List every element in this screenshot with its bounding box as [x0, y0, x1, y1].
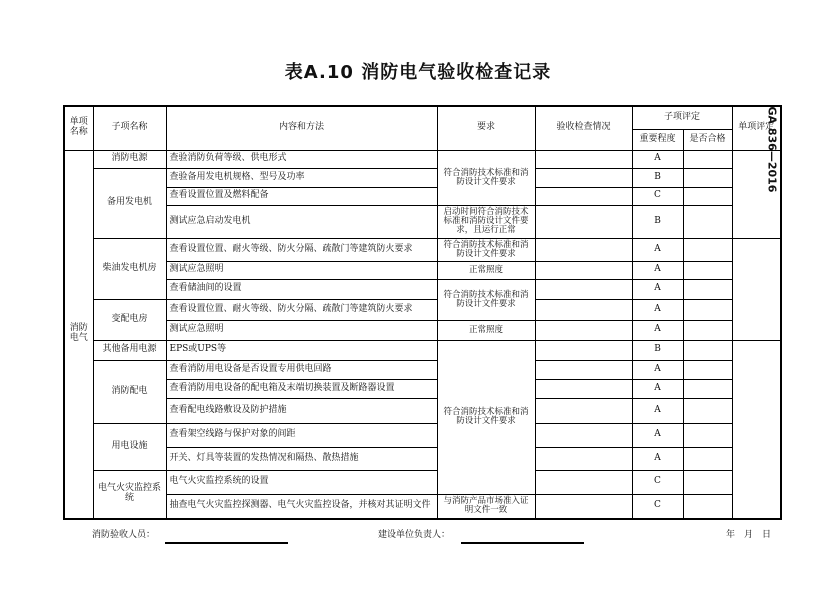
sub-item-name: 电气火灾监控系统: [93, 470, 166, 519]
qualified-cell[interactable]: [683, 187, 732, 205]
table-row: [64, 320, 781, 340]
requirement: 启动时间符合消防技术标准和消防设计文件要求，且运行正常: [437, 205, 535, 238]
table-row: [64, 360, 781, 379]
header-importance: 重要程度: [632, 129, 683, 150]
sub-item-name: 柴油发电机房: [93, 238, 166, 299]
table-row: [64, 423, 781, 447]
inspection-result-cell[interactable]: [535, 320, 632, 340]
importance-grade: A: [632, 423, 683, 447]
content-method: 测试应急启动发电机: [166, 205, 437, 238]
header-sub-item-eval: 子项评定: [632, 106, 732, 129]
qualified-cell[interactable]: [683, 423, 732, 447]
header-item-name: 单项名称: [64, 106, 93, 150]
qualified-cell[interactable]: [683, 320, 732, 340]
qualified-cell[interactable]: [683, 279, 732, 299]
qualified-cell[interactable]: [683, 379, 732, 398]
importance-grade: A: [632, 379, 683, 398]
inspection-result-cell[interactable]: [535, 447, 632, 470]
standard-code: GA 836—2016: [765, 106, 779, 193]
header-item-eval: 单项评定: [732, 106, 781, 150]
content-method: 电气火灾监控系统的设置: [166, 470, 437, 494]
requirement: 符合消防技术标准和消防设计文件要求: [437, 150, 535, 205]
inspection-result-cell[interactable]: [535, 423, 632, 447]
qualified-cell[interactable]: [683, 398, 732, 423]
header-content-method: 内容和方法: [166, 106, 437, 150]
content-method: 抽查电气火灾监控探测器、电气火灾监控设备，并核对其证明文件: [166, 494, 437, 519]
table-row: [64, 205, 781, 238]
importance-grade: A: [632, 299, 683, 320]
importance-grade: B: [632, 205, 683, 238]
table-row: [64, 447, 781, 470]
importance-grade: B: [632, 168, 683, 187]
inspector-signature-line[interactable]: [165, 542, 288, 544]
content-method: 查看设置位置及燃料配备: [166, 187, 437, 205]
inspection-result-cell[interactable]: [535, 261, 632, 279]
inspection-result-cell[interactable]: [535, 470, 632, 494]
inspector-label: 消防验收人员：: [92, 530, 156, 540]
importance-grade: C: [632, 494, 683, 519]
content-method: 查看设置位置、耐火等级、防火分隔、疏散门等建筑防火要求: [166, 238, 437, 261]
inspection-result-cell[interactable]: [535, 205, 632, 238]
item-name: 消防电气: [64, 150, 93, 519]
importance-grade: B: [632, 340, 683, 360]
inspection-result-cell[interactable]: [535, 299, 632, 320]
table-row: [64, 279, 781, 299]
importance-grade: A: [632, 360, 683, 379]
item-eval-cell[interactable]: [732, 340, 781, 519]
table-row: [64, 340, 781, 360]
header-sub-item-name: 子项名称: [93, 106, 166, 150]
content-method: 查验消防负荷等级、供电形式: [166, 150, 437, 168]
content-method: 查看设置位置、耐火等级、防火分隔、疏散门等建筑防火要求: [166, 299, 437, 320]
table-row: [64, 187, 781, 205]
content-method: 开关、灯具等装置的发热情况和隔热、散热措施: [166, 447, 437, 470]
table-row: [64, 470, 781, 494]
inspection-result-cell[interactable]: [535, 379, 632, 398]
inspection-table: [63, 105, 782, 520]
table-row: [64, 150, 781, 168]
qualified-cell[interactable]: [683, 205, 732, 238]
importance-grade: A: [632, 238, 683, 261]
item-eval-cell[interactable]: [732, 238, 781, 340]
requirement: 符合消防技术标准和消防设计文件要求: [437, 279, 535, 320]
date-label: 年 月 日: [726, 530, 772, 540]
requirement: 正常照度: [437, 320, 535, 340]
content-method: 查看消防用电设备是否设置专用供电回路: [166, 360, 437, 379]
importance-grade: C: [632, 470, 683, 494]
inspection-result-cell[interactable]: [535, 279, 632, 299]
content-method: 查看架空线路与保护对象的间距: [166, 423, 437, 447]
header-inspection-result: 验收检查情况: [535, 106, 632, 150]
requirement: 符合消防技术标准和消防设计文件要求: [437, 238, 535, 261]
table-row: [64, 168, 781, 187]
importance-grade: A: [632, 261, 683, 279]
sub-item-name: 消防电源: [93, 150, 166, 168]
importance-grade: A: [632, 398, 683, 423]
page-title: 表A.10 消防电气验收检查记录: [284, 62, 552, 83]
inspection-result-cell[interactable]: [535, 360, 632, 379]
table-row: [64, 299, 781, 320]
table-row: [64, 494, 781, 519]
qualified-cell[interactable]: [683, 238, 732, 261]
table-row: [64, 398, 781, 423]
sub-item-name: 其他备用电源: [93, 340, 166, 360]
content-method: EPS或UPS等: [166, 340, 437, 360]
qualified-cell[interactable]: [683, 299, 732, 320]
inspection-result-cell[interactable]: [535, 187, 632, 205]
qualified-cell[interactable]: [683, 261, 732, 279]
importance-grade: A: [632, 447, 683, 470]
requirement: 符合消防技术标准和消防设计文件要求: [437, 340, 535, 494]
table-row: [64, 238, 781, 261]
table-row: [64, 261, 781, 279]
sub-item-name: 备用发电机: [93, 168, 166, 238]
inspection-result-cell[interactable]: [535, 398, 632, 423]
qualified-cell[interactable]: [683, 447, 732, 470]
importance-grade: C: [632, 187, 683, 205]
importance-grade: A: [632, 320, 683, 340]
item-eval-cell[interactable]: [732, 150, 781, 238]
inspection-result-cell[interactable]: [535, 238, 632, 261]
requirement: 正常照度: [437, 261, 535, 279]
sub-item-name: 变配电房: [93, 299, 166, 340]
content-method: 测试应急照明: [166, 261, 437, 279]
content-method: 测试应急照明: [166, 320, 437, 340]
qualified-cell[interactable]: [683, 360, 732, 379]
inspection-result-cell[interactable]: [535, 168, 632, 187]
content-method: 查验备用发电机规格、型号及功率: [166, 168, 437, 187]
qualified-cell[interactable]: [683, 150, 732, 168]
content-method: 查看配电线路敷设及防护措施: [166, 398, 437, 423]
qualified-cell[interactable]: [683, 494, 732, 519]
sub-item-name: 消防配电: [93, 360, 166, 423]
qualified-cell[interactable]: [683, 168, 732, 187]
owner-label: 建设单位负责人：: [378, 530, 451, 540]
qualified-cell[interactable]: [683, 340, 732, 360]
inspection-result-cell[interactable]: [535, 494, 632, 519]
requirement: 与消防产品市场准入证明文件一致: [437, 494, 535, 519]
sub-item-name: 用电设施: [93, 423, 166, 470]
qualified-cell[interactable]: [683, 470, 732, 494]
importance-grade: A: [632, 150, 683, 168]
content-method: 查看储油间的设置: [166, 279, 437, 299]
inspection-result-cell[interactable]: [535, 150, 632, 168]
owner-signature-line[interactable]: [461, 542, 584, 544]
importance-grade: A: [632, 279, 683, 299]
inspection-result-cell[interactable]: [535, 340, 632, 360]
header-qualified: 是否合格: [683, 129, 732, 150]
content-method: 查看消防用电设备的配电箱及末端切换装置及断路器设置: [166, 379, 437, 398]
table-row: [64, 379, 781, 398]
header-requirement: 要求: [437, 106, 535, 150]
